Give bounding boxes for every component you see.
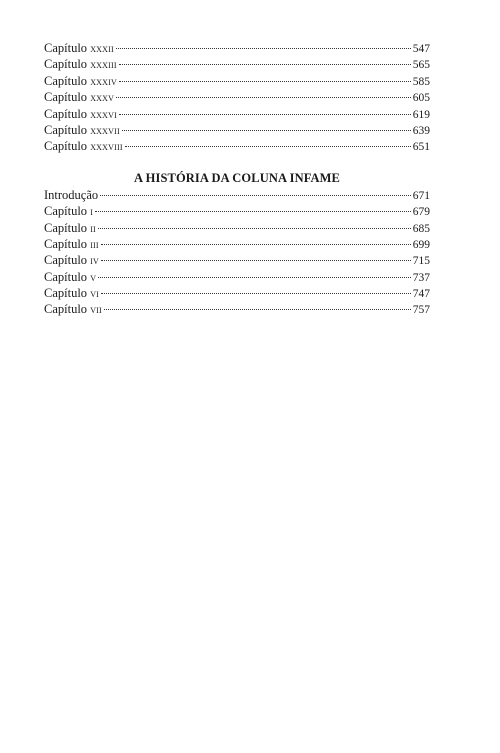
toc-entry-page-number: 619 — [412, 108, 430, 121]
toc-entry[interactable] — [44, 220, 430, 236]
toc-entry-label: Capítulo i — [44, 204, 94, 219]
table-of-contents-page — [44, 40, 430, 318]
toc-entry[interactable] — [44, 73, 430, 89]
toc-list-part-one — [44, 40, 430, 155]
toc-entry-label: Introdução — [44, 187, 99, 202]
toc-entry[interactable] — [44, 203, 430, 219]
toc-entry-label: Capítulo v — [44, 269, 97, 284]
section-title: A HISTÓRIA DA COLUNA INFAME — [134, 170, 340, 185]
toc-entry-page-number: 651 — [412, 141, 430, 154]
toc-entry-label: Capítulo xxxiii — [44, 57, 117, 72]
toc-entry-label: Capítulo xxxvi — [44, 106, 117, 121]
toc-entry[interactable] — [44, 301, 430, 317]
dot-leader — [119, 114, 411, 115]
toc-entry-page-number: 565 — [412, 59, 430, 72]
toc-entry[interactable] — [44, 269, 430, 285]
toc-entry-label: Capítulo iii — [44, 236, 99, 251]
toc-entry-page-number: 747 — [412, 288, 430, 301]
dot-leader — [122, 130, 411, 131]
dot-leader — [116, 97, 411, 98]
toc-entry-page-number: 605 — [412, 92, 430, 105]
toc-entry[interactable] — [44, 252, 430, 268]
toc-entry[interactable] — [44, 106, 430, 122]
toc-entry[interactable] — [44, 138, 430, 154]
dot-leader — [125, 146, 411, 147]
dot-leader — [116, 48, 411, 49]
toc-entry[interactable] — [44, 122, 430, 138]
toc-entry[interactable] — [44, 236, 430, 252]
toc-entry-page-number: 685 — [412, 222, 430, 235]
toc-entry-page-number: 671 — [412, 189, 430, 202]
toc-entry-page-number: 699 — [412, 238, 430, 251]
toc-entry[interactable] — [44, 89, 430, 105]
toc-entry[interactable] — [44, 56, 430, 72]
toc-entry-page-number: 757 — [412, 304, 430, 317]
toc-entry-page-number: 547 — [412, 43, 430, 55]
dot-leader — [95, 211, 411, 212]
toc-entry-label: Capítulo xxxii — [44, 41, 114, 55]
toc-entry-label: Capítulo xxxviii — [44, 139, 123, 154]
dot-leader — [119, 64, 411, 65]
toc-list-part-two — [44, 187, 430, 318]
dot-leader — [101, 260, 411, 261]
dot-leader — [98, 277, 411, 278]
dot-leader — [104, 309, 411, 310]
toc-entry-label: Capítulo xxxv — [44, 90, 115, 105]
dot-leader — [101, 293, 411, 294]
toc-entry-page-number: 715 — [412, 255, 430, 268]
dot-leader — [98, 228, 411, 229]
dot-leader — [100, 195, 411, 196]
dot-leader — [101, 244, 411, 245]
toc-entry-label: Capítulo xxxiv — [44, 73, 117, 88]
toc-entry-page-number: 737 — [412, 271, 430, 284]
toc-entry-label: Capítulo vi — [44, 286, 100, 301]
toc-entry[interactable] — [44, 285, 430, 301]
dot-leader — [119, 81, 411, 82]
toc-entry-page-number: 639 — [412, 124, 430, 137]
toc-entry[interactable] — [44, 187, 430, 203]
toc-entry-label: Capítulo vii — [44, 302, 102, 317]
toc-entry[interactable] — [44, 40, 430, 56]
toc-entry-page-number: 585 — [412, 75, 430, 88]
toc-entry-label: Capítulo xxxvii — [44, 122, 120, 137]
toc-entry-page-number: 679 — [412, 206, 430, 219]
toc-entry-label: Capítulo iv — [44, 253, 100, 268]
toc-entry-label: Capítulo ii — [44, 220, 96, 235]
